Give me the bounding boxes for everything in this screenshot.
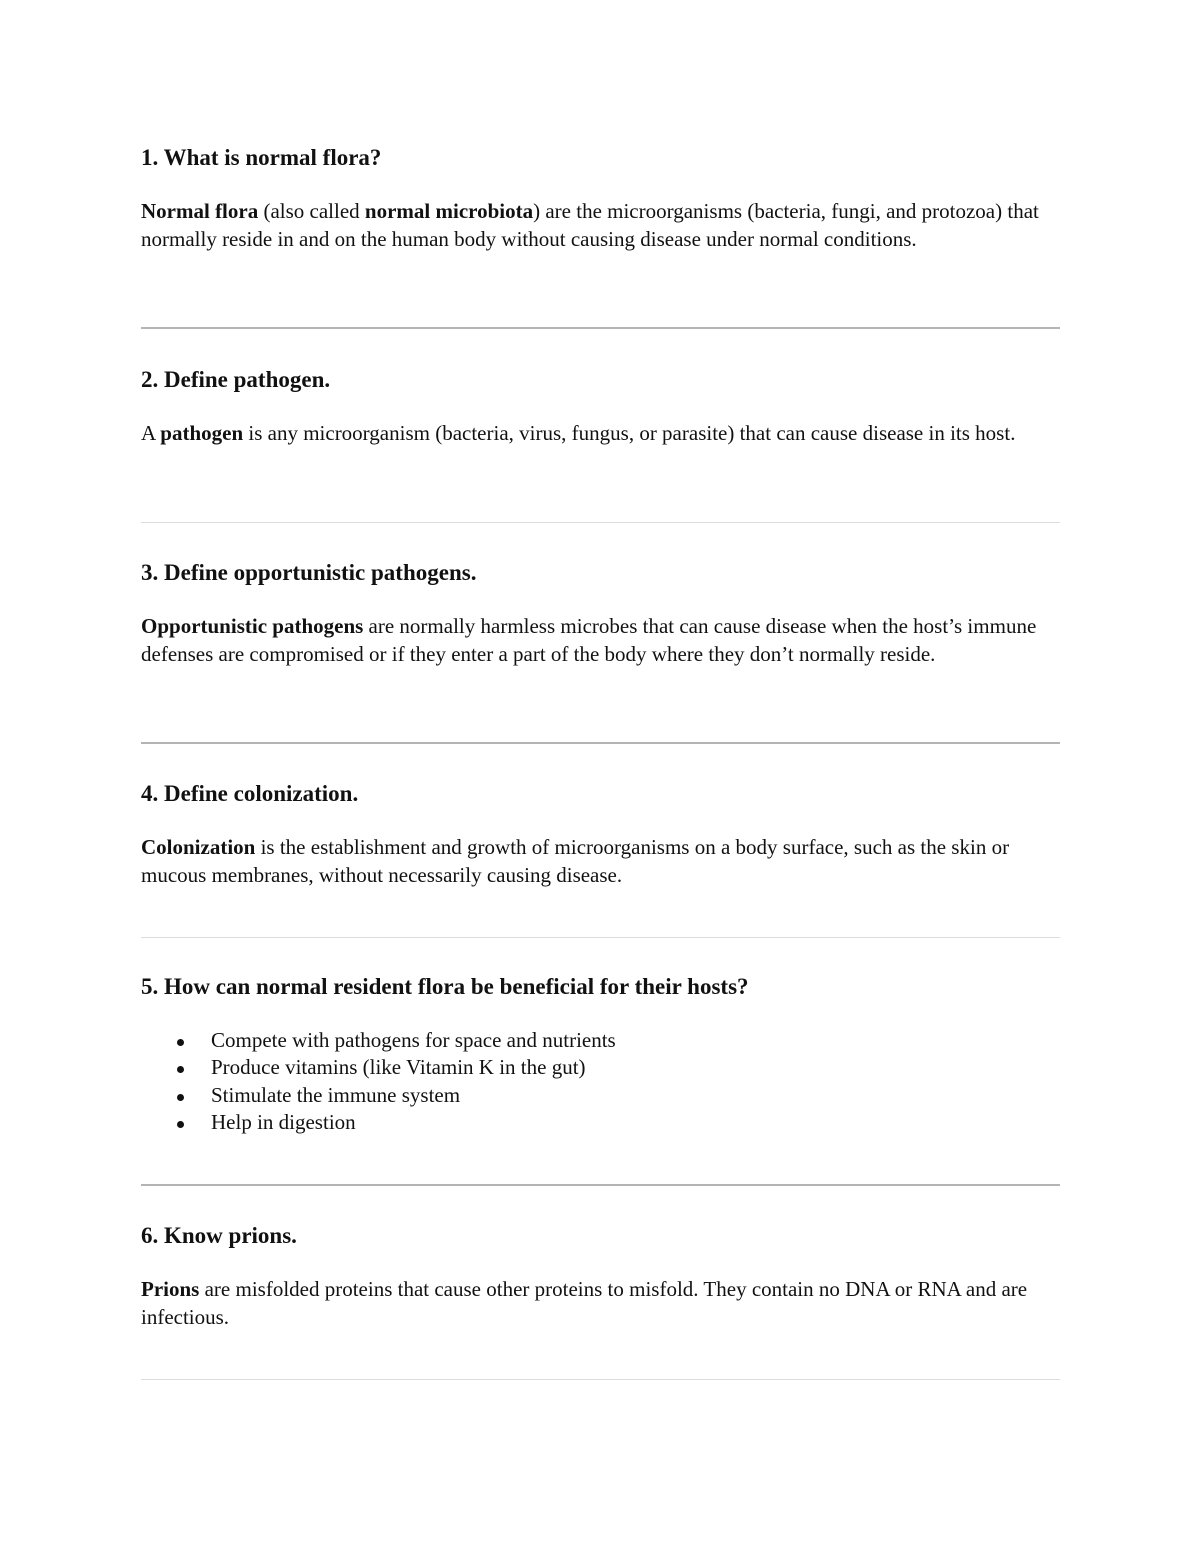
question-4-answer xyxy=(141,834,1056,889)
benefits-list xyxy=(141,1027,616,1136)
section-divider xyxy=(141,522,1060,523)
term-pathogen: pathogen xyxy=(160,421,244,445)
question-5-heading: 5. How can normal resident flora be beneficial for their hosts? xyxy=(141,974,749,999)
question-2-heading: 2. Define pathogen. xyxy=(141,367,331,392)
answer-text: A xyxy=(141,421,161,445)
bullet-icon xyxy=(177,1066,184,1073)
term-normal-flora: Normal flora xyxy=(141,199,259,223)
section-divider xyxy=(141,1379,1060,1380)
answer-text: are normally harmless microbes that can cause disease when the host’s immune defenses are compromised or if they enter a part of the body where they don’t normally reside. xyxy=(141,614,1037,666)
list-item-text: Stimulate the immune system xyxy=(211,1082,461,1107)
question-6-heading: 6. Know prions. xyxy=(141,1223,297,1248)
section-divider xyxy=(141,1184,1060,1186)
section-divider xyxy=(141,742,1060,744)
term-normal-microbiota: normal microbiota xyxy=(364,199,534,223)
question-1-heading: 1. What is normal flora? xyxy=(141,145,382,170)
list-item xyxy=(141,1109,616,1136)
question-3-answer xyxy=(141,613,1056,668)
answer-text: is the establishment and growth of microorganisms on a body surface, such as the skin or mucous membranes, without necessarily causing disease. xyxy=(141,835,1010,887)
section-divider xyxy=(141,937,1060,938)
answer-text: ) are the microorganisms (bacteria, fungi, and protozoa) that normally reside in and on the human body without causing disease under normal conditions. xyxy=(141,199,1039,251)
bullet-icon xyxy=(177,1039,184,1046)
question-3-heading: 3. Define opportunistic pathogens. xyxy=(141,560,477,585)
list-item xyxy=(141,1054,616,1081)
list-item xyxy=(141,1027,616,1054)
list-item-text: Compete with pathogens for space and nutrients xyxy=(211,1028,616,1052)
list-item-text: Produce vitamins (like Vitamin K in the gut) xyxy=(211,1055,586,1080)
term-colonization: Colonization xyxy=(141,835,256,859)
term-opportunistic-pathogens: Opportunistic pathogens xyxy=(141,614,364,638)
answer-text: is any microorganism (bacteria, virus, fungus, or parasite) that can cause disease in its host. xyxy=(243,421,1016,445)
bullet-icon xyxy=(177,1121,184,1128)
section-divider xyxy=(141,327,1060,329)
list-item-text: Help in digestion xyxy=(211,1109,356,1134)
answer-text: are misfolded proteins that cause other proteins to misfold. They contain no DNA or RNA and are infectious. xyxy=(141,1277,1028,1329)
bullet-icon xyxy=(177,1094,184,1101)
question-4-heading: 4. Define colonization. xyxy=(141,781,359,806)
question-1-answer xyxy=(141,198,1056,253)
term-prions: Prions xyxy=(141,1277,200,1301)
list-item xyxy=(141,1082,616,1109)
answer-text: (also called xyxy=(258,199,365,223)
question-2-answer xyxy=(141,420,1056,448)
question-6-answer xyxy=(141,1276,1056,1331)
